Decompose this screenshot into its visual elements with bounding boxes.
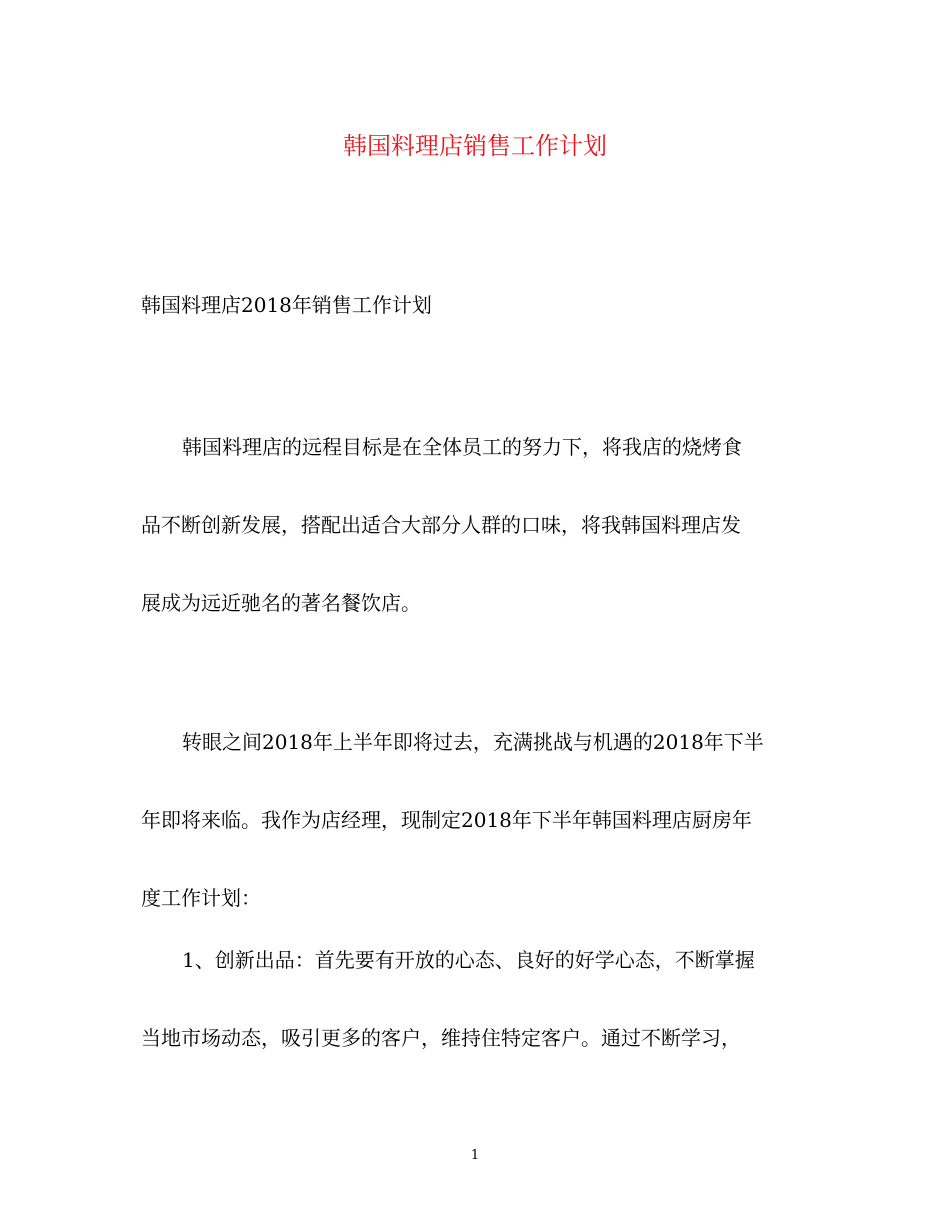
- paragraph-goal: [141, 433, 831, 618]
- paragraph-intro: [141, 728, 831, 913]
- paragraph-line: 品不断创新发展，搭配出适合大部分人群的口味，将我韩国料理店发: [141, 513, 741, 537]
- paragraph-line: 年即将来临。我作为店经理，现制定2018年下半年韩国料理店厨房年: [141, 808, 752, 832]
- paragraph-line: 1、创新出品：首先要有开放的心态、良好的好学心态，不断掌握: [182, 948, 755, 972]
- document-title: 韩国料理店销售工作计划: [343, 132, 607, 160]
- document-subtitle: 韩国料理店2018年销售工作计划: [141, 293, 432, 317]
- paragraph-item-1: [141, 946, 831, 1053]
- paragraph-line: 当地市场动态，吸引更多的客户，维持住特定客户。通过不断学习，: [141, 1026, 741, 1050]
- paragraph-line: 韩国料理店的远程目标是在全体员工的努力下，将我店的烧烤食: [182, 435, 742, 459]
- paragraph-line: 转眼之间2018年上半年即将过去，充满挑战与机遇的2018年下半: [182, 730, 764, 754]
- paragraph-line: 展成为远近驰名的著名餐饮店。: [141, 591, 421, 615]
- page-number: 1: [470, 1148, 480, 1163]
- paragraph-line: 度工作计划：: [141, 886, 261, 910]
